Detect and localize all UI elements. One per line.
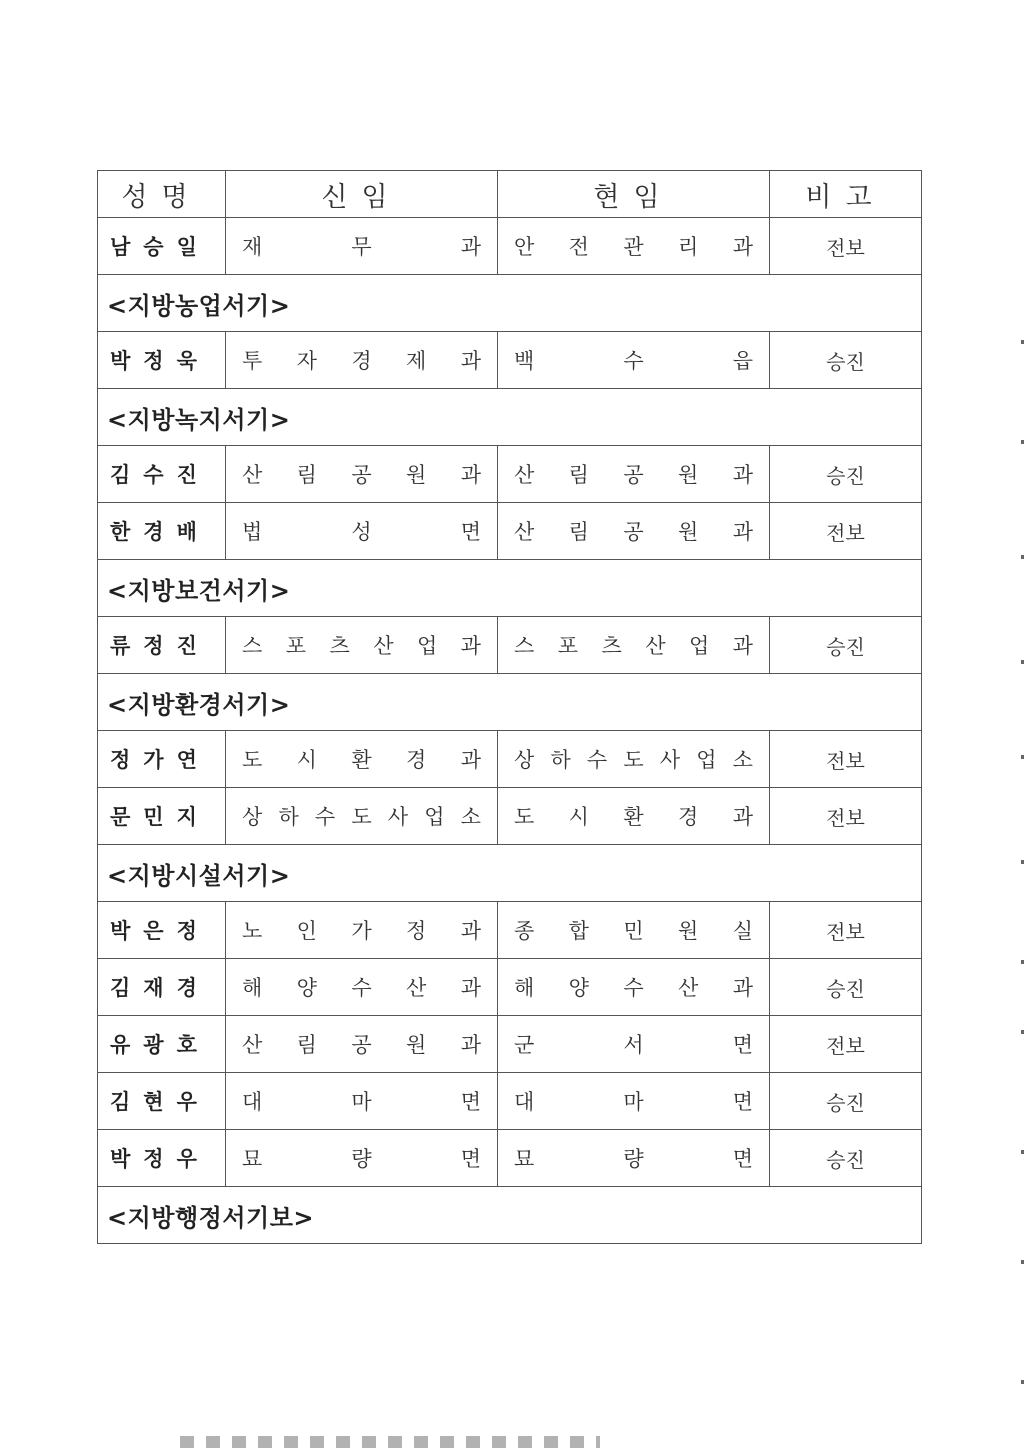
section-title: <지방행정서기보>: [98, 1187, 922, 1244]
current-post-cell-text: [514, 1029, 753, 1059]
dept-char: 면: [460, 1147, 481, 1171]
dept-char: 산: [645, 634, 666, 658]
dept-char: 전: [568, 235, 589, 259]
note-cell: 승진: [770, 1073, 922, 1130]
section-title: <지방시설서기>: [98, 845, 922, 902]
current-post-cell: [498, 788, 770, 845]
note-cell: 승진: [770, 332, 922, 389]
dept-char: 대: [242, 1090, 263, 1114]
dept-char: 시: [296, 748, 317, 772]
dept-char: 정: [406, 919, 427, 943]
dept-char: 수: [623, 349, 644, 373]
person-name: 김현우: [98, 1073, 226, 1130]
current-post-cell-text: [514, 630, 753, 660]
dept-char: 수: [351, 976, 372, 1000]
dept-char: 해: [514, 976, 535, 1000]
table-header-row: [98, 171, 922, 218]
table-body: [98, 218, 922, 1244]
current-post-cell: [498, 1016, 770, 1073]
dept-char: 과: [732, 805, 753, 829]
person-name: 김재경: [98, 959, 226, 1016]
dept-char: 과: [732, 463, 753, 487]
new-post-cell: [226, 1073, 498, 1130]
dept-char: 시: [568, 805, 589, 829]
dept-char: 과: [460, 463, 481, 487]
dept-char: 노: [242, 919, 263, 943]
dept-char: 경: [406, 748, 427, 772]
note-cell: 승진: [770, 959, 922, 1016]
dept-char: 면: [732, 1033, 753, 1057]
note-cell: 승진: [770, 617, 922, 674]
dept-char: 도: [514, 805, 535, 829]
new-post-cell: [226, 1016, 498, 1073]
dept-char: 묘: [242, 1147, 263, 1171]
dept-char: 양: [296, 976, 317, 1000]
dept-char: 과: [732, 976, 753, 1000]
header-current-post: 현임: [498, 171, 770, 218]
section-row: [98, 389, 922, 446]
dept-char: 투: [242, 349, 263, 373]
dept-char: 상: [514, 748, 535, 772]
section-row: [98, 845, 922, 902]
dept-char: 림: [568, 463, 589, 487]
new-post-cell-text: [242, 345, 481, 375]
section-title: <지방보건서기>: [98, 560, 922, 617]
section-title: <지방농업서기>: [98, 275, 922, 332]
note-cell: 승진: [770, 1130, 922, 1187]
dept-char: 군: [514, 1033, 535, 1057]
dept-char: 백: [514, 349, 535, 373]
section-title: <지방환경서기>: [98, 674, 922, 731]
current-post-cell-text: [514, 459, 753, 489]
current-post-cell-text: [514, 972, 753, 1002]
new-post-cell-text: [242, 744, 481, 774]
dept-char: 포: [557, 634, 579, 658]
current-post-cell-text: [514, 744, 753, 774]
new-post-cell-text: [242, 459, 481, 489]
new-post-cell-text: [242, 801, 481, 831]
dept-char: 량: [351, 1147, 372, 1171]
dept-char: 과: [460, 1033, 481, 1057]
note-cell: 전보: [770, 902, 922, 959]
dept-char: 하: [550, 748, 571, 772]
dept-char: 상: [242, 805, 263, 829]
dept-char: 과: [732, 634, 753, 658]
dept-char: 소: [460, 805, 481, 829]
dept-char: 원: [678, 463, 699, 487]
new-post-cell: [226, 1130, 498, 1187]
dept-char: 스: [242, 634, 263, 658]
dept-char: 량: [623, 1147, 644, 1171]
person-name: 유광호: [98, 1016, 226, 1073]
dept-char: 과: [460, 235, 481, 259]
table-row: [98, 788, 922, 845]
table-row: [98, 332, 922, 389]
dept-char: 업: [416, 634, 438, 658]
dept-char: 산: [373, 634, 394, 658]
new-post-cell: [226, 446, 498, 503]
dept-char: 묘: [514, 1147, 535, 1171]
dept-char: 포: [285, 634, 307, 658]
dept-char: 츠: [601, 634, 622, 658]
dept-char: 원: [406, 463, 427, 487]
dept-char: 하: [278, 805, 299, 829]
note-cell: 전보: [770, 788, 922, 845]
dept-char: 면: [460, 1090, 481, 1114]
current-post-cell: [498, 1130, 770, 1187]
dept-char: 민: [623, 919, 644, 943]
table-row: [98, 1016, 922, 1073]
current-post-cell: [498, 1073, 770, 1130]
note-cell: 전보: [770, 731, 922, 788]
section-row: [98, 1187, 922, 1244]
new-post-cell-text: [242, 915, 481, 945]
dept-char: 소: [732, 748, 753, 772]
dept-char: 해: [242, 976, 263, 1000]
dept-char: 재: [242, 235, 263, 259]
dept-char: 종: [514, 919, 535, 943]
dept-char: 경: [351, 349, 372, 373]
person-name: 정가연: [98, 731, 226, 788]
new-post-cell-text: [242, 972, 481, 1002]
note-cell: 전보: [770, 218, 922, 275]
dept-char: 수: [314, 805, 336, 829]
new-post-cell: [226, 503, 498, 560]
table-row: [98, 503, 922, 560]
dept-char: 대: [514, 1090, 535, 1114]
dept-char: 인: [296, 919, 317, 943]
dept-char: 공: [351, 1033, 372, 1057]
dept-char: 사: [659, 748, 681, 772]
current-post-cell: [498, 617, 770, 674]
new-post-cell-text: [242, 516, 481, 546]
person-name: 문민지: [98, 788, 226, 845]
new-post-cell: [226, 959, 498, 1016]
dept-char: 실: [732, 919, 753, 943]
dept-char: 가: [351, 919, 372, 943]
new-post-cell: [226, 902, 498, 959]
dept-char: 성: [351, 520, 372, 544]
dept-char: 리: [678, 235, 699, 259]
table-row: [98, 1073, 922, 1130]
dept-char: 과: [460, 349, 481, 373]
dept-char: 안: [514, 235, 535, 259]
dept-char: 무: [351, 235, 372, 259]
dept-char: 환: [351, 748, 372, 772]
current-post-cell-text: [514, 345, 753, 375]
note-cell: 승진: [770, 446, 922, 503]
person-name: 박정우: [98, 1130, 226, 1187]
dept-char: 원: [678, 919, 699, 943]
header-new-post: 신임: [226, 171, 498, 218]
dept-char: 서: [623, 1033, 644, 1057]
header-name: 성명: [98, 171, 226, 218]
dept-char: 공: [623, 463, 644, 487]
dept-char: 법: [242, 520, 263, 544]
section-row: [98, 560, 922, 617]
dept-char: 과: [460, 748, 481, 772]
dept-char: 면: [460, 520, 481, 544]
dept-char: 공: [351, 463, 372, 487]
dept-char: 읍: [732, 349, 753, 373]
dept-char: 원: [678, 520, 699, 544]
table-row: [98, 731, 922, 788]
current-post-cell-text: [514, 801, 753, 831]
new-post-cell-text: [242, 1029, 481, 1059]
dept-char: 경: [678, 805, 699, 829]
current-post-cell: [498, 959, 770, 1016]
note-cell: 전보: [770, 503, 922, 560]
dept-char: 자: [296, 349, 317, 373]
dept-char: 과: [732, 235, 753, 259]
current-post-cell: [498, 332, 770, 389]
new-post-cell-text: [242, 1143, 481, 1173]
new-post-cell-text: [242, 1086, 481, 1116]
dept-char: 림: [296, 1033, 317, 1057]
current-post-cell-text: [514, 231, 753, 261]
dept-char: 산: [406, 976, 427, 1000]
dept-char: 산: [242, 463, 263, 487]
dept-char: 수: [623, 976, 644, 1000]
dept-char: 츠: [329, 634, 350, 658]
new-post-cell: [226, 731, 498, 788]
new-post-cell: [226, 788, 498, 845]
personnel-table: [97, 170, 922, 1244]
header-note: 비고: [770, 171, 922, 218]
dept-char: 산: [514, 520, 535, 544]
current-post-cell: [498, 503, 770, 560]
dept-char: 환: [623, 805, 644, 829]
dept-char: 합: [568, 919, 589, 943]
current-post-cell: [498, 446, 770, 503]
dept-char: 산: [242, 1033, 263, 1057]
dept-char: 업: [424, 805, 445, 829]
person-name: 박정욱: [98, 332, 226, 389]
dept-char: 과: [460, 976, 481, 1000]
page-edge-marks: [1018, 0, 1024, 1448]
dept-char: 마: [351, 1090, 372, 1114]
dept-char: 도: [242, 748, 263, 772]
dept-char: 공: [623, 520, 644, 544]
dept-char: 도: [351, 805, 372, 829]
dept-char: 원: [406, 1033, 427, 1057]
table-row: [98, 902, 922, 959]
dept-char: 관: [623, 235, 644, 259]
dept-char: 마: [623, 1090, 644, 1114]
dept-char: 사: [387, 805, 409, 829]
section-title: <지방녹지서기>: [98, 389, 922, 446]
dept-char: 제: [406, 349, 427, 373]
person-name: 한경배: [98, 503, 226, 560]
new-post-cell: [226, 332, 498, 389]
new-post-cell: [226, 218, 498, 275]
next-page-text-fragment: [180, 1436, 600, 1448]
table-row: [98, 446, 922, 503]
table-row: [98, 617, 922, 674]
section-row: [98, 275, 922, 332]
dept-char: 산: [678, 976, 699, 1000]
current-post-cell-text: [514, 516, 753, 546]
dept-char: 도: [623, 748, 644, 772]
table-row: [98, 1130, 922, 1187]
dept-char: 업: [696, 748, 717, 772]
note-cell: 전보: [770, 1016, 922, 1073]
new-post-cell: [226, 617, 498, 674]
dept-char: 산: [514, 463, 535, 487]
new-post-cell-text: [242, 231, 481, 261]
section-row: [98, 674, 922, 731]
dept-char: 과: [460, 919, 481, 943]
person-name: 남승일: [98, 218, 226, 275]
dept-char: 림: [568, 520, 589, 544]
dept-char: 림: [296, 463, 317, 487]
person-name: 박은정: [98, 902, 226, 959]
dept-char: 과: [460, 634, 481, 658]
current-post-cell-text: [514, 915, 753, 945]
table-row: [98, 218, 922, 275]
current-post-cell: [498, 218, 770, 275]
current-post-cell: [498, 731, 770, 788]
current-post-cell-text: [514, 1086, 753, 1116]
dept-char: 스: [514, 634, 535, 658]
table-row: [98, 959, 922, 1016]
current-post-cell: [498, 902, 770, 959]
dept-char: 업: [688, 634, 710, 658]
dept-char: 양: [568, 976, 589, 1000]
person-name: 김수진: [98, 446, 226, 503]
person-name: 류정진: [98, 617, 226, 674]
dept-char: 면: [732, 1147, 753, 1171]
dept-char: 수: [586, 748, 608, 772]
dept-char: 면: [732, 1090, 753, 1114]
current-post-cell-text: [514, 1143, 753, 1173]
dept-char: 과: [732, 520, 753, 544]
new-post-cell-text: [242, 630, 481, 660]
